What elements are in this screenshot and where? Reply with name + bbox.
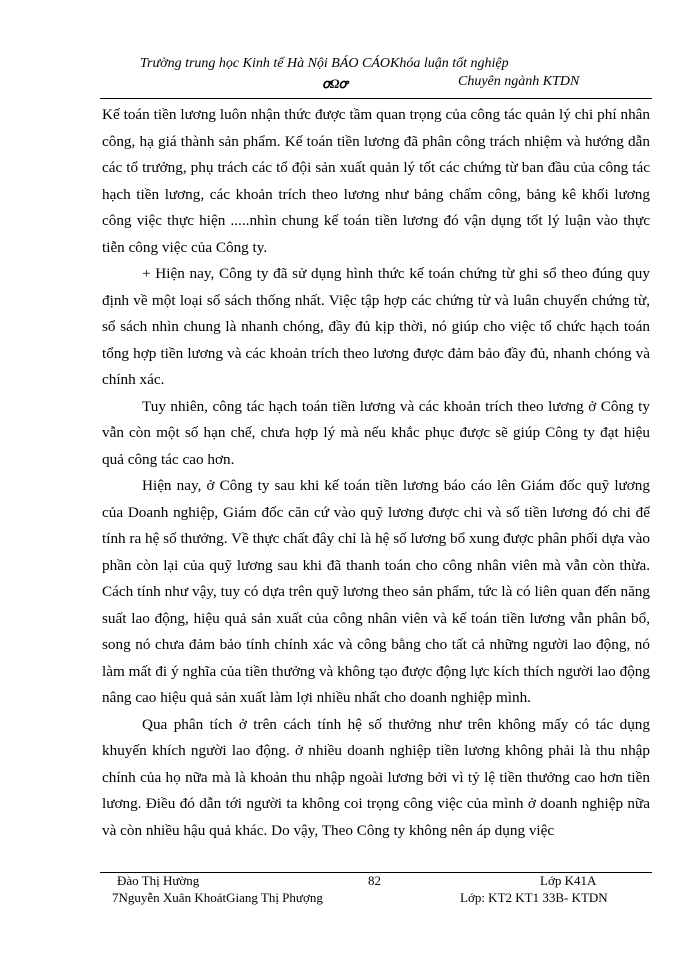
header-major: Chuyên ngành KTDN [458,74,580,89]
paragraph: Kế toán tiền lương luôn nhận thức được tầm quan trọng của công tác quản lý chi phí nhân công, hạ giá thành sản phẩm. Kế toán tiền lương đã phân công trách nhiệm và hướng dẫn các tổ trưởng, phụ trách các tổ đội sản xuất quản lý tốt các chứng từ ban đầu của công tác hạch tiền lương, các khoản trích theo lương như bảng chấm công, bảng kê khối lương công việc thực hiện .....nhìn chung kế toán tiền lương đó vận dụng tốt lý luận vào thực tiễn công việc của Công ty. [102,106,650,256]
paragraph: Hiện nay, ở Công ty sau khi kế toán tiền lương báo cáo lên Giám đốc quỹ lương của Doanh nghiệp, Giám đốc căn cứ vào quỹ lương được chi và số tiền lương đó chi để tính ra hệ số thưởng. Về thực chất đây chỉ là hệ số lương bổ xung được phân phối dựa vào phần còn lại của quỹ lương sau khi đã thanh toán cho công nhân viên mà vẫn còn thừa. Cách tính như vậy, tuy có dựa trên quỹ lương theo sản phẩm, tức là có liên quan đến năng suất lao động, hiệu quả sản xuất của công nhân viên và kế toán tiền lương vẫn phân bổ, song nó chưa đảm bảo tính chính xác và công bằng cho tất cả những người lao động, nó làm mất đi ý nghĩa của tiền thưởng và không tạo được động lực kích thích người lao động nâng cao hiệu quả sản xuất làm lợi nhiều nhất cho doanh nghiệp mình. [102,477,650,706]
footer-class-short: Lớp K41A [540,873,597,888]
header-divider [100,98,652,99]
paragraph: + Hiện nay, Công ty đã sử dụng hình thức kế toán chứng từ ghi sổ theo đúng quy định về một loại sổ sách thống nhất. Việc tập hợp các chứng từ và luân chuyển chứng từ, sổ sách nhìn chung là nhanh chóng, đầy đủ kịp thời, nó giúp cho việc tổ chức hạch toán tổng hợp tiền lương và các khoản trích theo lương được đảm bảo đầy đủ, nhanh chóng và chính xác. [102,265,650,388]
paragraph: Tuy nhiên, công tác hạch toán tiền lương và các khoản trích theo lương ở Công ty vẫn còn một số hạn chế, chưa hợp lý mà nếu khắc phục được sẽ giúp Công ty đạt hiệu quả công tác cao hơn. [102,397,650,468]
page-number: 82 [368,873,381,888]
header-title: Trường trung học Kinh tế Hà Nội BÁO CÁOKhóa luận tốt nghiệp [140,56,509,71]
footer-class-full: Lớp: KT2 KT1 33B- KTDN [460,890,608,905]
header-logo: ꝍΩꝍ [322,76,347,91]
paragraph: Qua phân tích ở trên cách tính hệ số thưởng như trên không mấy có tác dụng khuyến khích người lao động. ở nhiều doanh nghiệp tiền lương không phải là thu nhập chính của họ nữa mà là khoản thu nhập ngoài lương bởi vì tỷ lệ tiền thưởng cao hơn tiền lương. Điều đó dẫn tới người ta không coi trọng công việc của mình ở doanh nghiệp nữa và còn nhiều hậu quả khác. Do vậy, Theo Công ty không nên áp dụng việc [102,715,650,839]
footer-school: 7Nguyễn Xuân KhoátGiang Thị Phượng [112,890,323,905]
footer-author: Đào Thị Hường [117,873,200,888]
document-body [102,102,650,844]
